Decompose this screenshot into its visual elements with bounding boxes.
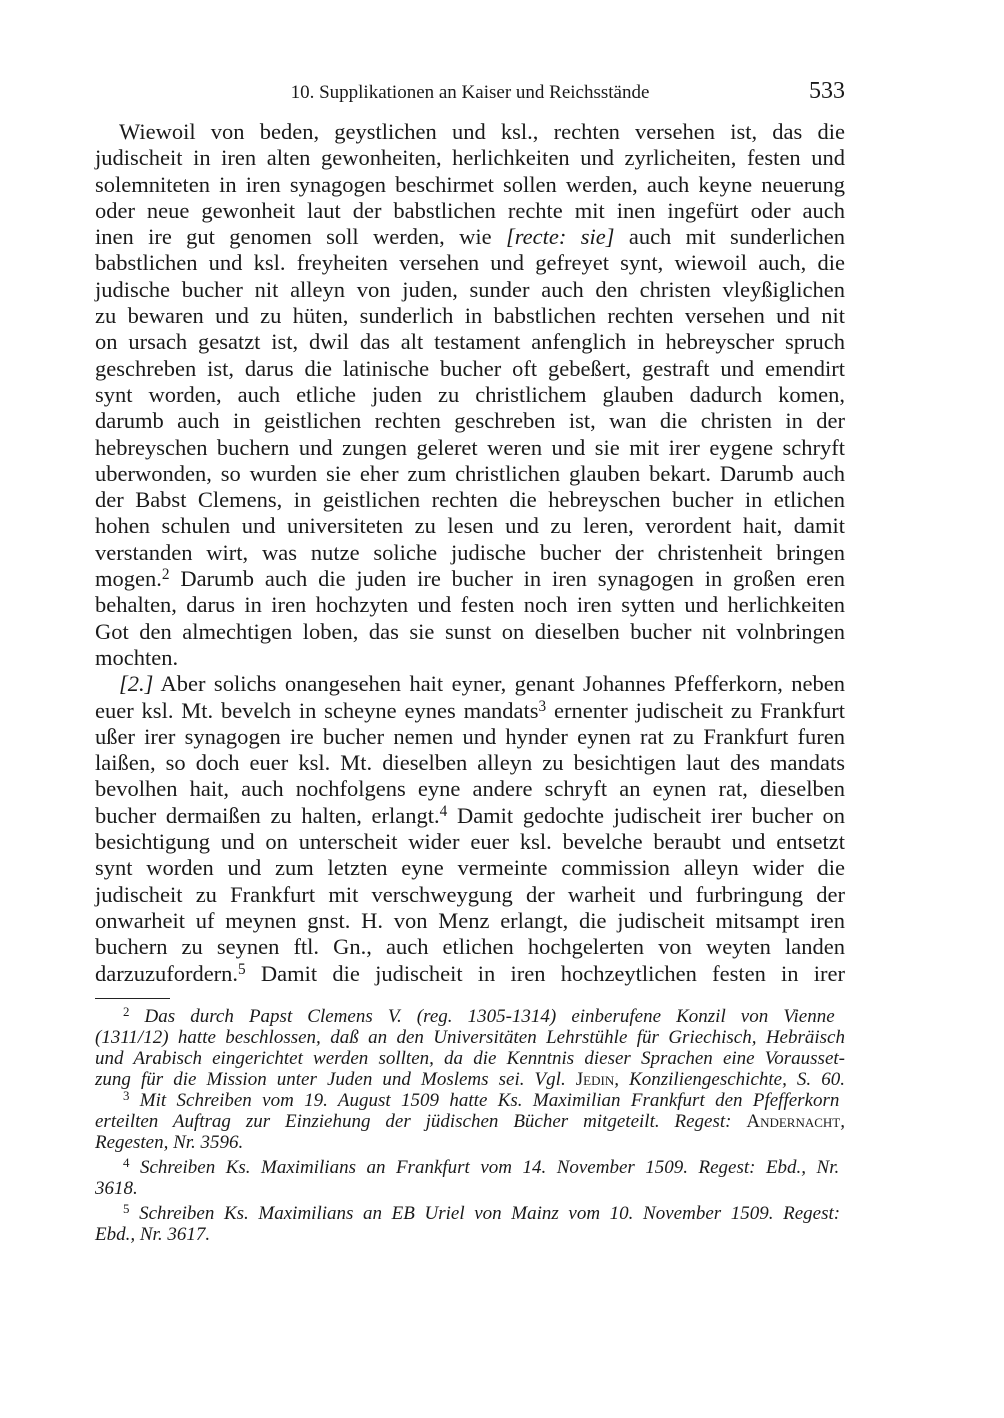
text-segment: on ursach gesatzt ist, dwil das alt testament anfenglich in hebreyscher spruch — [95, 329, 845, 355]
text-segment: auch mit sunderlichen — [614, 224, 845, 250]
text-segment: mogen. — [95, 566, 162, 592]
text-segment: oder neue gewonheit laut der babstlichen rechte mit inen ingefürt oder auch — [95, 197, 845, 223]
text-segment: bevolhen hait, auch nochfolgens eyne andere schryft an eynen rat, dieselben — [95, 776, 845, 802]
text-line — [95, 356, 845, 382]
text-segment: geschreben ist, darus die latinische bucher oft gebeßert, gestraft und emendirt — [95, 355, 845, 381]
text-segment: mochten. — [95, 644, 179, 670]
text-segment: Ebd., Nr. 3617. — [95, 1224, 211, 1245]
footnote-line — [95, 1069, 845, 1090]
footnote-line — [95, 1027, 845, 1048]
footnote-line — [95, 1203, 845, 1224]
text-line — [95, 934, 845, 960]
text-segment: 3618. — [95, 1178, 138, 1199]
text-segment: bucher dermaißen zu halten, erlangt. — [95, 802, 440, 828]
footnote-ref: 3 — [538, 697, 547, 715]
text-line — [95, 671, 845, 697]
text-line — [95, 592, 845, 618]
text-segment: Damit die judischeit in iren hochzeytlichen festen in irer — [245, 960, 845, 986]
text-line — [95, 382, 845, 408]
text-segment: Das durch Papst Clemens V. (reg. 1305-1314) einberufene Konzil von Vienne — [129, 1006, 835, 1027]
text-line — [95, 198, 845, 224]
text-line — [95, 908, 845, 934]
footnote-line — [95, 1178, 845, 1199]
text-segment: judische bucher nit alleyn von juden, sunder auch den christen vleyßiglichen — [95, 276, 845, 302]
text-line — [95, 145, 845, 171]
text-segment: zung für die Mission unter Juden und Moslems sei. Vgl. — [95, 1069, 576, 1090]
text-line — [95, 277, 845, 303]
footnote-ref: 2 — [123, 1004, 130, 1020]
text-segment: Regesten, Nr. 3596. — [95, 1132, 244, 1153]
text-segment: Got den almechtigen loben, das sie sunst on dieselben bucher nit volnbringen — [95, 618, 845, 644]
text-line — [95, 829, 845, 855]
text-segment: buchern zu seynen ftl. Gn., auch etlichen hochgelerten von weyten landen — [95, 934, 845, 960]
footnote-ref: 4 — [439, 802, 448, 820]
text-segment: , — [840, 1111, 845, 1132]
footnote-line — [95, 1090, 845, 1111]
text-segment: [recte: sie] — [506, 224, 615, 250]
text-segment: behalten, darus in iren hochzyten und festen noch iren sytten und herlichkeiten — [95, 592, 845, 618]
footnote-divider — [95, 998, 170, 999]
text-line — [95, 698, 845, 724]
text-segment: judischeit in iren alten gewonheiten, herlichkeiten und zyrlicheiten, festen und — [95, 145, 845, 171]
text-line — [95, 435, 845, 461]
text-line — [95, 803, 845, 829]
text-line — [95, 776, 845, 802]
main-text — [95, 119, 845, 987]
footnote-line — [95, 1111, 845, 1132]
text-segment: Wiewoil von beden, geystlichen und ksl., rechten versehen ist, das die — [119, 119, 845, 144]
text-segment: hohen schulen und universiteten zu lesen und zu leren, verordent hait, damit — [95, 513, 845, 539]
chapter-title: 10. Supplikationen an Kaiser und Reichsstände — [290, 82, 650, 103]
text-segment: hebreyschen buchern und zungen geleret weren und sie mit irer eygene schryft — [95, 434, 845, 460]
text-segment: verstanden wirt, was nutze soliche judische bucher der christenheit bringen — [95, 539, 845, 565]
page-number: 533 — [809, 78, 845, 104]
text-segment: onwarheit uf meynen gnst. H. von Menz erlangt, die judischeit mitsampt iren — [95, 907, 845, 933]
author-name: Andernacht — [746, 1111, 841, 1132]
text-line — [95, 961, 845, 987]
text-line — [95, 408, 845, 434]
text-line — [95, 855, 845, 881]
footnote-ref: 2 — [161, 566, 170, 584]
author-name: Jedin — [575, 1069, 615, 1090]
footnote-ref: 4 — [123, 1155, 130, 1171]
footnote-ref: 5 — [123, 1201, 130, 1217]
footnote-line — [95, 1048, 845, 1069]
text-segment: Mit Schreiben vom 19. August 1509 hatte Ks. Maximilian Frankfurt den Pfefferkorn — [129, 1090, 840, 1111]
text-line — [95, 119, 845, 145]
footnote-line — [95, 1132, 845, 1153]
text-segment: solemniteten in iren synagogen beschirmet sollen werden, auch keyne neuerung — [95, 171, 845, 197]
text-line — [95, 750, 845, 776]
text-segment: Aber solichs onangesehen hait eyner, genant Johannes Pfefferkorn, neben — [153, 671, 845, 697]
text-segment: der Babst Clemens, in geistlichen rechten die hebreyschen bucher in etlichen — [95, 487, 845, 513]
text-segment: euer ksl. Mt. bevelch in scheyne eynes mandats — [95, 697, 539, 723]
text-segment: synt worden und zum letzten eyne vermeinte commission alleyn wider die — [95, 855, 845, 881]
text-line — [95, 250, 845, 276]
text-line — [95, 172, 845, 198]
text-segment: , Konziliengeschichte, S. 60. — [614, 1069, 845, 1090]
text-line — [95, 724, 845, 750]
text-segment: besichtigung und on unterscheit wider euer ksl. bevelche beraubt und entsetzt — [95, 829, 845, 855]
text-segment: [2.] — [119, 671, 154, 697]
text-segment: Damit gedochte judischeit irer bucher on — [447, 802, 846, 828]
footnote-line — [95, 1224, 845, 1245]
text-line — [95, 645, 845, 671]
text-segment: erteilten Auftrag zur Einziehung der jüdischen Bücher mitgeteilt. Regest: — [95, 1111, 747, 1132]
text-segment: Darumb auch die juden ire bucher in iren synagogen in großen eren — [169, 566, 845, 592]
text-segment: babstlichen und ksl. freyheiten versehen und gefreyet synt, wiewoil auch, die — [95, 250, 845, 276]
text-line — [95, 224, 845, 250]
text-line — [95, 303, 845, 329]
text-segment: synt worden, auch etliche juden zu christlichem glauben dadurch komen, — [95, 381, 845, 407]
text-segment: Schreiben Ks. Maximilians an EB Uriel von Mainz vom 10. November 1509. Regest: — [129, 1203, 841, 1224]
text-segment: (1311/12) hatte beschlossen, daß an den Universitäten Lehrstühle für Griechisch, Hebräisch — [95, 1027, 845, 1048]
footnotes — [95, 1006, 845, 1245]
footnote-ref: 5 — [238, 960, 246, 978]
text-line — [95, 513, 845, 539]
text-segment: ernenter judischeit zu Frankfurt — [546, 697, 845, 723]
text-segment: uberwonden, so wurden sie eher zum christlichen glauben bekart. Darumb auch — [95, 460, 845, 486]
running-header — [95, 80, 845, 108]
text-line — [95, 487, 845, 513]
text-segment: laißen, so doch euer ksl. Mt. dieselben alleyn zu besichtigen laut des mandats — [95, 750, 845, 776]
text-segment: ußer irer synagogen ire bucher nemen und hynder eynen rat zu Frankfurt furen — [95, 723, 845, 749]
text-line — [95, 540, 845, 566]
text-segment: zu bewaren und zu hüten, sunderlich in babstlichen rechten versehen und nit — [95, 303, 845, 329]
text-segment: und Arabisch eingerichtet werden sollten, da die Kenntnis dieser Sprachen eine Vorausset- — [95, 1048, 845, 1069]
text-segment: darzuzufordern. — [95, 960, 239, 986]
footnote-line — [95, 1006, 845, 1027]
footnote-line — [95, 1157, 845, 1178]
footnote-ref: 3 — [123, 1088, 130, 1104]
text-line — [95, 461, 845, 487]
text-line — [95, 329, 845, 355]
text-segment: Schreiben Ks. Maximilians an Frankfurt vom 14. November 1509. Regest: Ebd., Nr. — [129, 1157, 840, 1178]
text-line — [95, 882, 845, 908]
text-segment: inen ire gut genomen soll werden, wie — [95, 224, 506, 250]
text-line — [95, 566, 845, 592]
text-segment: darumb auch in geistlichen rechten geschreben ist, wan die christen in der — [95, 408, 845, 434]
text-segment: judischeit zu Frankfurt mit verschweygung der warheit und furbringung der — [95, 881, 845, 907]
text-line — [95, 619, 845, 645]
